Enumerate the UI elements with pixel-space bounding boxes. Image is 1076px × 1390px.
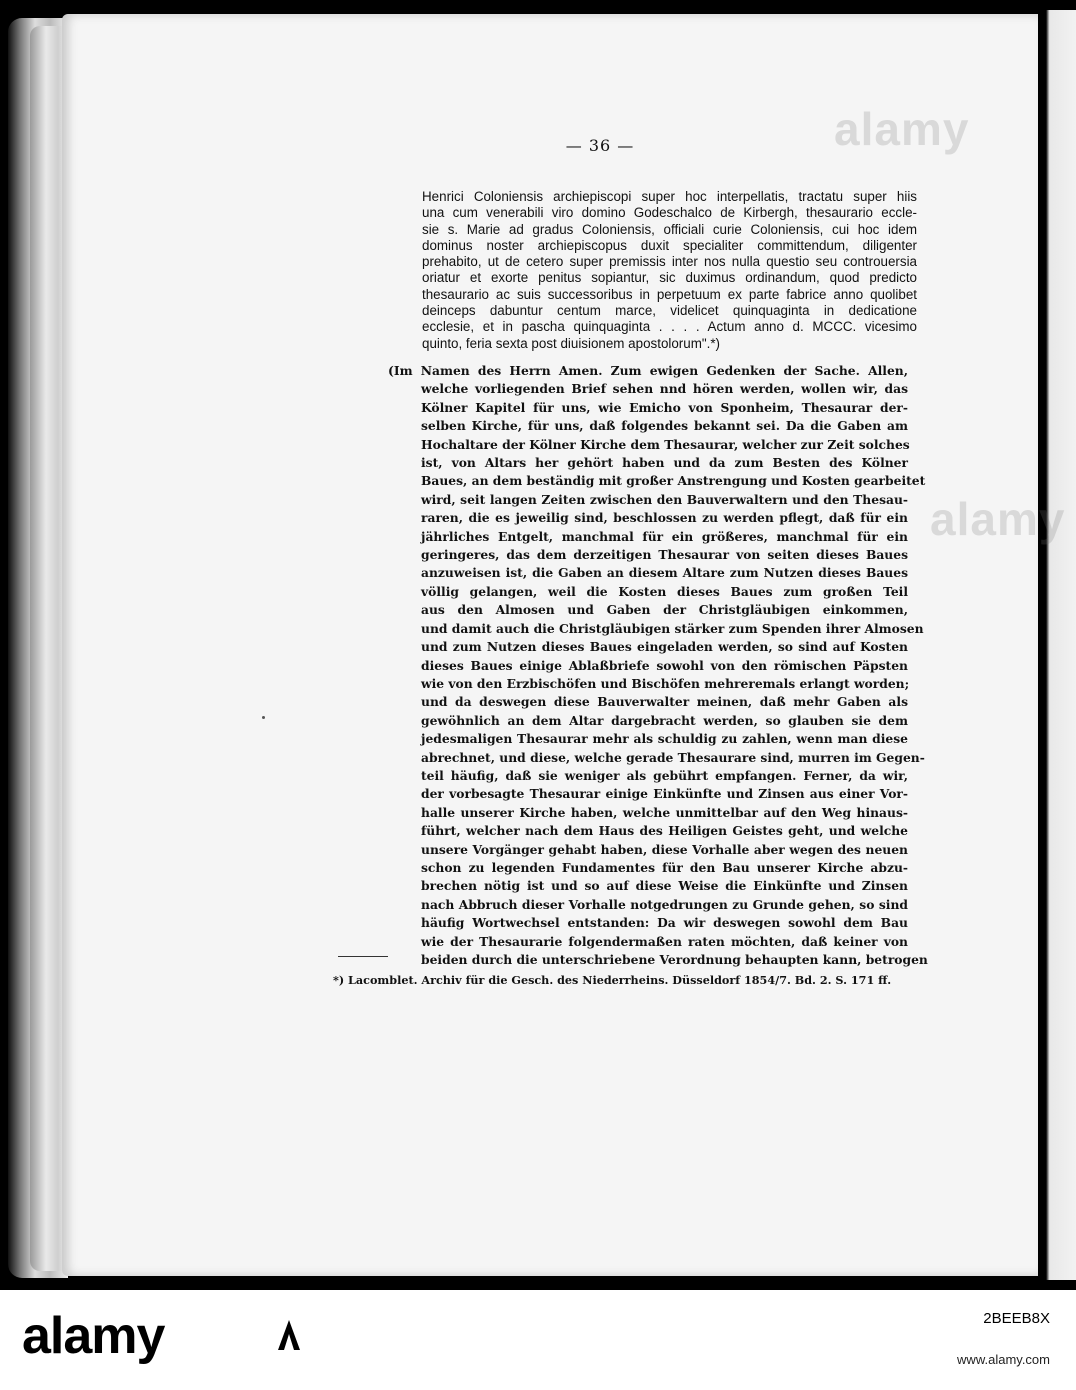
latin-line: quinto, feria sexta post diuisionem apostolorum".*)	[422, 335, 721, 351]
german-line: geringeres, das dem derzeitigen Thesaurar von seiten dieses Baues	[421, 547, 908, 563]
german-line: und da deswegen diese Bauverwalter meinen, daß mehr Gaben als	[421, 694, 908, 710]
german-line: führt, welcher nach dem Haus des Heiligen Geistes geht, und welche	[421, 823, 908, 839]
german-line: beiden durch die unterschriebene Verordnung behaupten kann, betrogen	[421, 952, 928, 967]
german-line: nach Abbruch dieser Vorhalle notgedrungen zu Grunde gehen, so sind	[421, 896, 908, 912]
german-line: halle unserer Kirche haben, welche unmittelbar auf den Weg hinaus-	[421, 804, 908, 820]
german-line: völlig gelangen, weil die Kosten dieses Baues zum großen Teil	[421, 583, 908, 599]
german-line: häufig Wortwechsel entstanden: Da wir deswegen sowohl dem Bau	[421, 915, 908, 931]
latin-line: dominus noster archiepiscopus duxit specialiter committendum, diligenter	[422, 237, 917, 253]
latin-line: sie s. Marie ad gradus Coloniensis, officiali curie Coloniensis, cui hoc idem	[422, 221, 917, 237]
ink-speck	[262, 716, 265, 719]
german-line: ist, von Altars her gehört haben und da zum Besten des Kölner	[421, 455, 908, 471]
german-line: Hochaltare der Kölner Kirche dem Thesaurar, welcher zur Zeit solches	[421, 436, 910, 452]
image-id: 2BEEB8X	[983, 1310, 1050, 1327]
german-line: gewöhnlich an dem Altar dargebracht werden, so glauben sie dem	[421, 712, 908, 728]
german-line: Baues, an dem beständig mit großer Anstrengung und Kosten gearbeitet	[421, 473, 926, 489]
german-line: abrechnet, und diese, welche gerade Thesaurare sind, murren im Gegen-	[421, 749, 925, 765]
alamy-a-icon	[276, 1318, 302, 1352]
alamy-logo: alamy	[22, 1307, 165, 1365]
german-line: anzuweisen ist, die Gaben an diesem Altare zum Nutzen dieses Baues	[421, 565, 908, 581]
german-line: unsere Vorgänger gehabt haben, diese Vorhalle aber wegen des neuen	[421, 841, 908, 857]
german-line: schon zu legenden Fundamentes für den Bau unserer Kirche abzu-	[421, 859, 908, 875]
german-line: der vorbesagte Thesaurar einige Einkünfte und Zinsen aus einer Vor-	[421, 786, 908, 802]
latin-line: thesaurario ac suis successoribus in perpetuum ex parte fabrice anno quolibet	[422, 286, 917, 302]
german-line: und zum Nutzen dieses Baues eingeladen werden, so sind auf Kosten	[421, 639, 908, 655]
german-line: wird, seit langen Zeiten zwischen den Bauverwaltern und den Thesau-	[421, 491, 908, 507]
watermark-right: alamy	[930, 493, 1066, 545]
footnote-rule	[338, 956, 388, 957]
german-line: welche vorliegenden Brief sehen nnd hören werden, wollen wir, das	[421, 381, 908, 397]
watermark-top: alamy	[834, 103, 970, 155]
alamy-url: www.alamy.com	[957, 1352, 1050, 1367]
german-line: Kölner Kapitel für uns, wie Emicho von Sponheim, Thesaurar der-	[421, 399, 908, 415]
next-page-edge	[1042, 10, 1076, 1280]
latin-line: deinceps dabuntur centum marce, videlicet quinquaginta in dedicatione	[422, 303, 917, 319]
german-line: jährliches Entgelt, manchmal für ein größeres, manchmal für ein	[421, 528, 908, 544]
latin-line: una cum venerabili viro domino Godeschalco de Kirbergh, thesaurario eccle-	[422, 205, 917, 221]
german-line: jedesmaligen Thesaurar mehr als schuldig zu zahlen, wenn man diese	[421, 731, 908, 747]
latin-line: prehabito, ut de cetero super premissis inter nos nulla questio seu controuersia	[422, 254, 917, 270]
german-line: wie von den Erzbischöfen und Bischöfen mehreremals erlangt worden;	[421, 675, 910, 691]
german-line: (Im Namen des Herrn Amen. Zum ewigen Gedenken der Sache. Allen,	[388, 363, 908, 378]
german-line: selben Kirche, für uns, daß folgendes bekannt sei. Da die Gaben am	[421, 418, 908, 434]
german-paragraph	[388, 362, 928, 969]
latin-line: ecclesie, et in pascha quinquaginta . . . . Actum anno d. MCCC. vicesimo	[422, 319, 917, 335]
german-line: aus den Almosen und Gaben der Christgläubigen einkommen,	[421, 602, 908, 618]
german-line: dieses Baues einige Ablaßbriefe sowohl von den römischen Päpsten	[421, 657, 908, 673]
page-number: — 36 —	[565, 136, 635, 155]
german-line: raren, die es jeweilig sind, beschlossen zu werden pflegt, daß für ein	[421, 510, 908, 526]
latin-line: oriatur et exorte penitus sopiantur, sic duximus ordinandum, quod predicto	[422, 270, 917, 286]
german-line: teil häufig, daß sie weniger als gebührt empfangen. Ferner, da wir,	[421, 767, 908, 783]
latin-paragraph	[422, 189, 917, 352]
latin-line: Henrici Coloniensis archiepiscopi super hoc interpellatis, tractatu super hiis	[422, 189, 917, 204]
footnote: *) Lacomblet. Archiv für die Gesch. des Niederrheins. Düsseldorf 1854/7. Bd. 2. S. 171 ff.	[333, 973, 892, 987]
german-line: brechen nötig ist und so auf diese Weise die Einkünfte und Zinsen	[421, 878, 908, 894]
german-line: wie der Thesaurarie folgendermaßen raten möchten, daß keiner von	[421, 933, 908, 949]
german-line: und damit auch die Christgläubigen stärker zum Spenden ihrer Almosen	[421, 620, 924, 636]
